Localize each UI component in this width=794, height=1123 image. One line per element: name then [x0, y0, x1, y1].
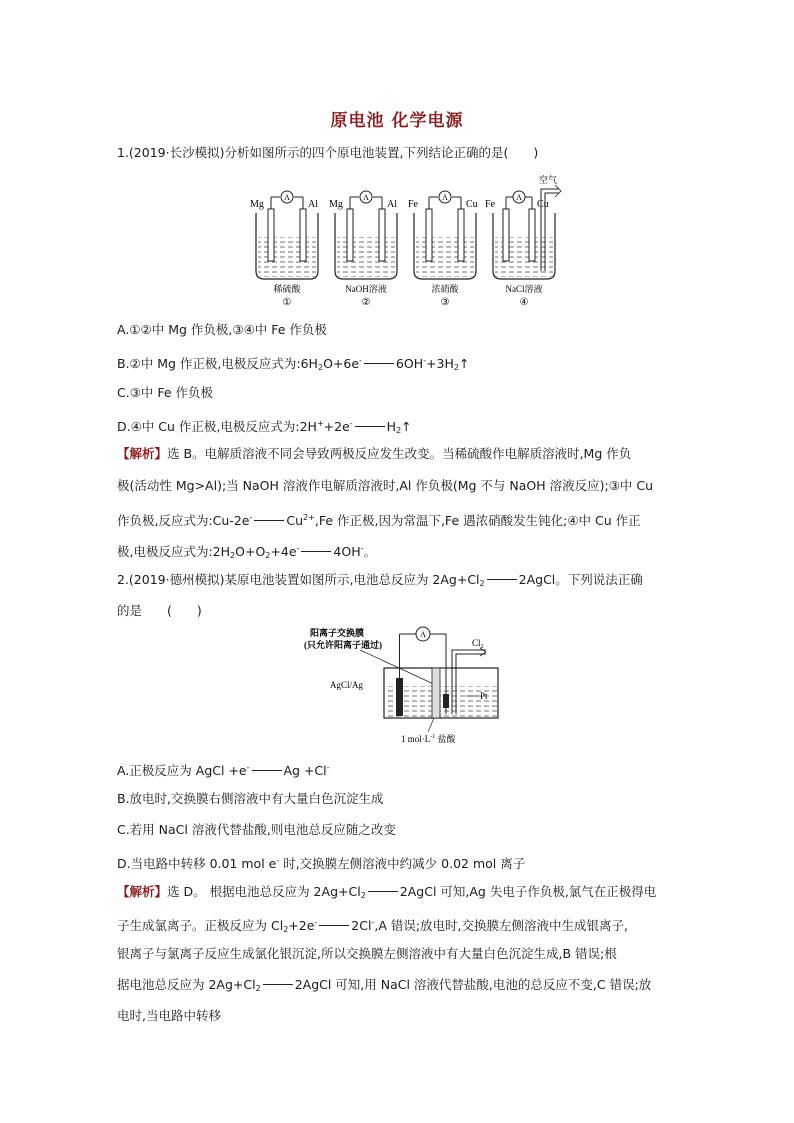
- cell-3-right: Cu: [466, 199, 478, 210]
- right-electrode-label: Pt: [480, 691, 488, 701]
- ammeter-label-4: A: [516, 193, 522, 202]
- cell-3-solution: 浓硝酸: [431, 284, 459, 294]
- q2-analysis-line-4: 据电池总反应为 $2Ag+Cl_2$ 2AgCl 可知,用 NaCl 溶液代替盐酸,电池的总反应不变,C 错误;放: [117, 977, 652, 993]
- analysis-tag-q2: 【解析】: [117, 884, 168, 899]
- air-label: 空气: [539, 175, 558, 185]
- cell-3: [408, 191, 478, 307]
- cell-4-num: ④: [519, 297, 529, 307]
- analysis-tag: 【解析】: [117, 446, 168, 461]
- q1-stem: 1.(2019·长沙模拟)分析如图所示的四个原电池装置,下列结论正确的是( ): [117, 145, 539, 160]
- cell-2-solution: NaOH溶液: [345, 284, 387, 294]
- membrane-label: 阳离子交换膜: [310, 628, 365, 638]
- q2-option-a: A.正极反应为 AgCl +e- Ag +Cl-: [117, 763, 330, 778]
- q2-option-d: D.当电路中转移 0.01 mol e- 时,交换膜左侧溶液中约减少 0.02 mol 离子: [117, 856, 526, 871]
- page-title: 原电池 化学电源: [330, 111, 464, 131]
- cell-4-right: Cu: [537, 199, 549, 210]
- cell-2-num: ②: [361, 297, 371, 307]
- q2-analysis-line-3: 银离子与氯离子反应生成氯化银沉淀,所以交换膜左侧溶液中有大量白色沉淀生成,B 错误;根: [117, 946, 617, 961]
- cell-3-num: ③: [440, 297, 450, 307]
- ammeter-label-3: A: [442, 193, 448, 202]
- q2-analysis-line-1: 【解析】选 D。 根据电池总反应为 $2Ag+Cl_2$ 2AgCl 可知,Ag 失电子作负极,氯气在正极得电: [117, 884, 657, 900]
- q1-option-d: D.④中 Cu 作正极,电极反应式为:2H++2e- $H_2↑$: [117, 419, 412, 435]
- q2-figure: [300, 624, 510, 746]
- ammeter-label-2: A: [363, 193, 369, 202]
- q1-analysis-line-4: 极,电极反应式为$:2H_2O+O_2+4e^-$ 4OH-。: [117, 544, 377, 560]
- chlorine-label: $Cl_2$: [472, 638, 484, 650]
- cell-4: [485, 175, 561, 307]
- cell-1-right: Al: [308, 199, 318, 210]
- q1-figure: [248, 175, 568, 307]
- cell-2-right: Al: [387, 199, 397, 210]
- q2-option-b: B.放电时,交换膜右侧溶液中有大量白色沉淀生成: [117, 791, 384, 806]
- q2-option-c: C.若用 NaCl 溶液代替盐酸,则电池总反应随之改变: [117, 822, 396, 837]
- cell-3-left: Fe: [408, 199, 418, 210]
- q2-stem-line-2: 的是 ( ): [117, 603, 202, 618]
- cell-1-solution: 稀硫酸: [273, 284, 301, 294]
- q1-analysis-line-3: 作负极,反应式为:Cu-2e- $Cu^{2+},Fe$ 作正极,因为常温下,Fe 遇浓硝酸发生钝化;④中 Cu 作正: [117, 513, 641, 528]
- cell-4-solution: NaCl溶液: [505, 284, 543, 294]
- cell-1-num: ①: [282, 297, 292, 307]
- cell-1-left: Mg: [250, 199, 264, 210]
- ammeter-label-1: A: [284, 193, 290, 202]
- cell-2: [329, 191, 397, 307]
- q1-option-b: B.②中 Mg 作正极,电极反应式为$:6H_2O+6e^-$ $6OH^-+3H_2↑$: [117, 356, 470, 372]
- left-electrode-label: AgCl/Ag: [330, 680, 364, 690]
- solution-label: 1 $mol\cdot L^{-1}$ 盐酸: [401, 734, 456, 744]
- q1-option-a: A.①②中 Mg 作负极,③④中 Fe 作负极: [117, 322, 327, 337]
- cell-2-left: Mg: [329, 199, 343, 210]
- membrane-note: (只允许阳离子通过): [304, 640, 382, 650]
- q2-analysis-line-5: 电时,当电路中转移: [117, 1008, 221, 1023]
- q1-analysis-line-2: 极(活动性 Mg>Al);当 NaOH 溶液作电解质溶液时,Al 作负极(Mg 不与 NaOH 溶液反应);③中 Cu: [117, 478, 654, 493]
- q2-stem-line-1: 2.(2019·德州模拟)某原电池装置如图所示,电池总反应为 $2Ag+Cl_2$ 2AgCl。下列说法正确: [117, 572, 643, 588]
- q1-option-c: C.③中 Fe 作负极: [117, 385, 214, 400]
- cell-4-left: Fe: [485, 199, 495, 210]
- ammeter-label-q2: A: [420, 630, 426, 639]
- cell-1: [250, 191, 318, 307]
- q1-analysis-line-1: 【解析】选 B。电解质溶液不同会导致两极反应发生改变。当稀硫酸作电解质溶液时,Mg 作负: [117, 446, 632, 461]
- q2-analysis-line-2: 子生成氯离子。正极反应为 $Cl_2+2e^-$ 2Cl-,A 错误;放电时,交换膜左侧溶液中生成银离子,: [117, 918, 629, 934]
